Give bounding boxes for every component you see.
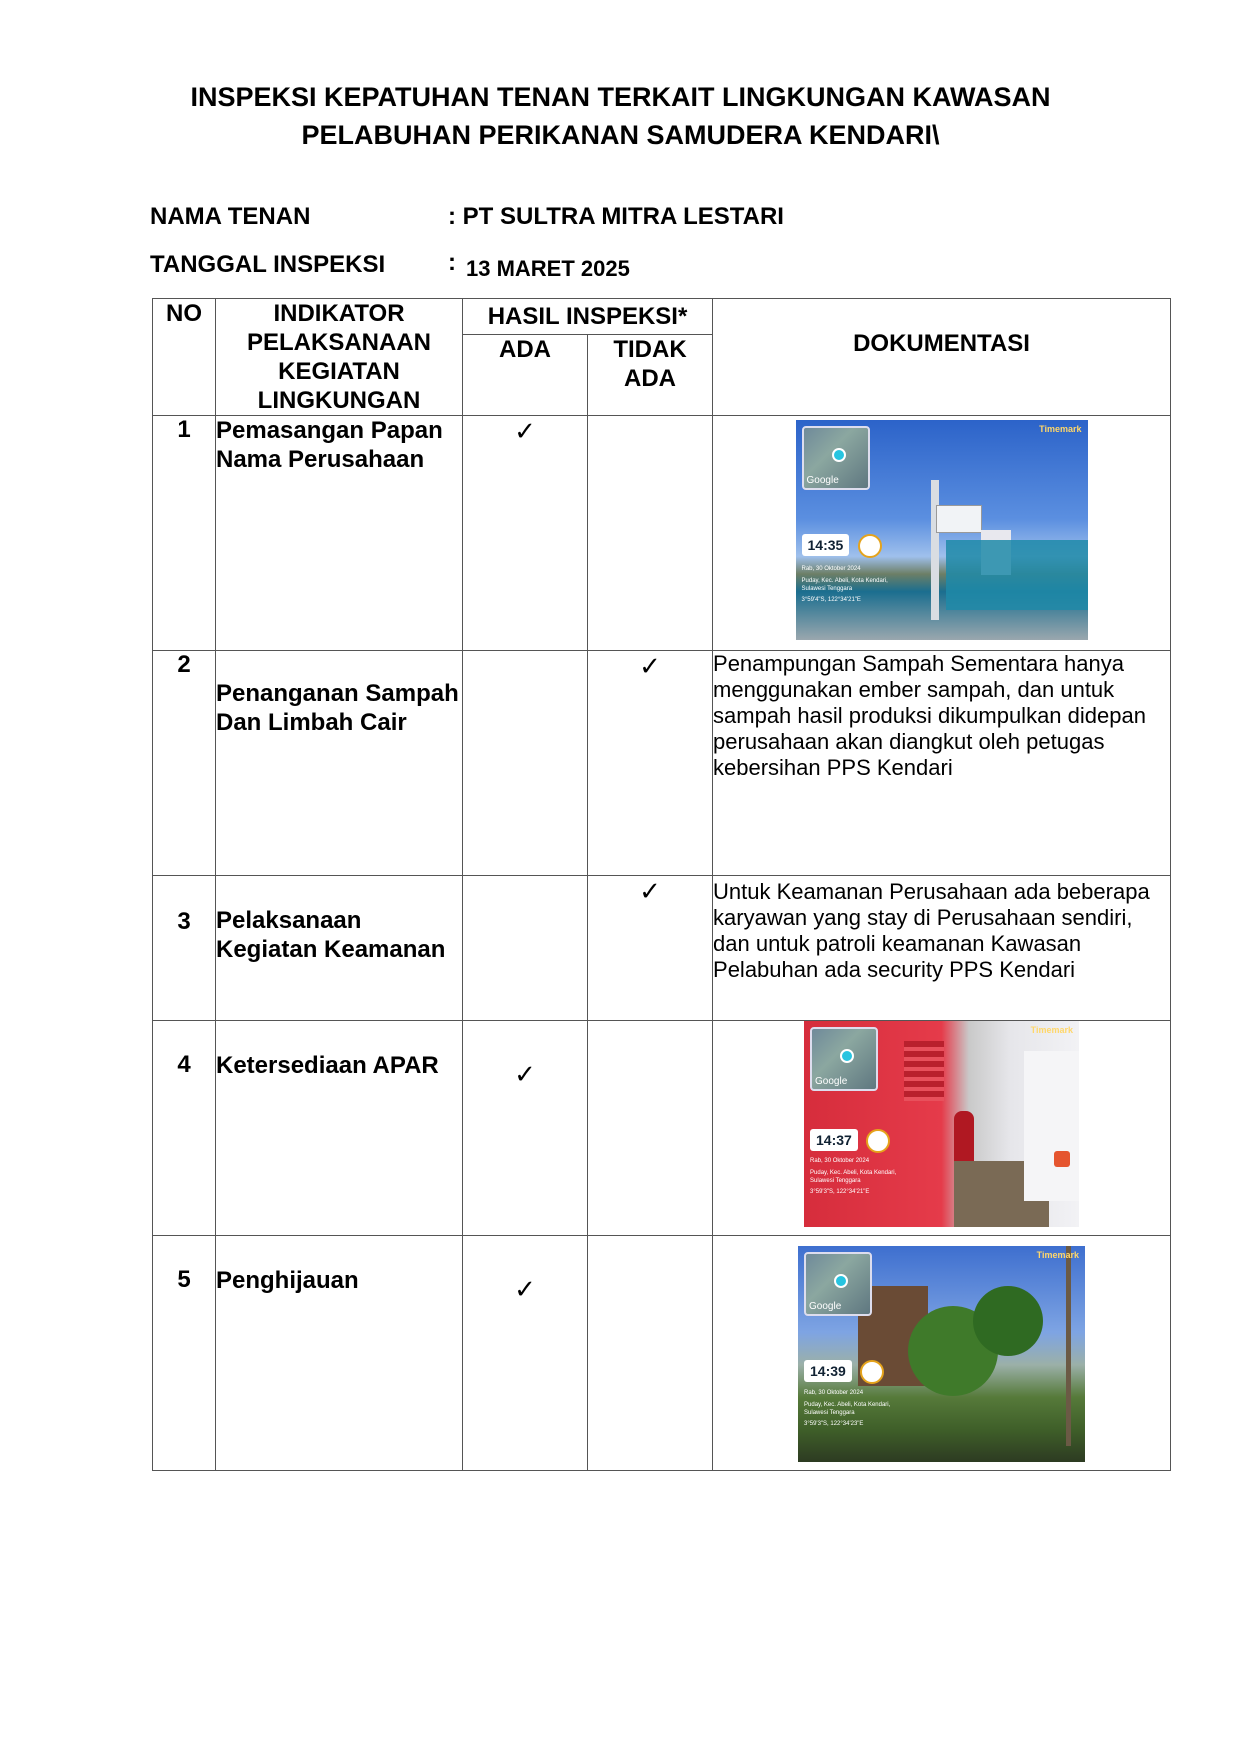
documentation-cell [713,1236,1171,1471]
photo-date: Rab, 30 Oktober 2024 [810,1158,870,1164]
photo-time: 14:35 [802,534,850,556]
emblem-icon [866,1129,890,1153]
photo-coords: 3°59'4"S, 122°34'21"E [801,597,861,603]
photo-greening [798,1246,1085,1462]
emblem-icon [858,534,882,558]
date-label: TANGGAL INSPEKSI [150,251,386,278]
date-value: 13 MARET 2025 [466,256,630,281]
header-documentation: DOKUMENTASI [713,299,1171,416]
table-row [153,651,1171,876]
row-indicator: Penanganan Sampah Dan Limbah Cair [216,651,463,876]
photo-signboard [796,420,1088,640]
tenant-label: NAMA TENAN [150,203,311,230]
row-number: 2 [153,651,216,876]
row-number: 5 [153,1236,216,1471]
table-row [153,1021,1171,1236]
timemark-watermark: Timemark [1039,424,1082,434]
documentation-text: Untuk Keamanan Perusahaan ada beberapa karyawan yang stay di Perusahaan sendiri, dan untuk patroli keamanan Kawasan Pelabuhan ada security PPS Kendari [713,876,1171,1021]
map-thumbnail: Google [802,426,870,490]
photo-address: Puday, Kec. Abeli, Kota Kendari, Sulawesi Tenggara [810,1170,897,1184]
photo-address: Puday, Kec. Abeli, Kota Kendari, Sulawesi Tenggara [804,1402,891,1416]
photo-coords: 3°59'3"S, 122°34'23"E [804,1421,864,1427]
header-tidak-ada: TIDAK ADA [588,335,713,416]
documentation-cell [713,416,1171,651]
row-number: 3 [153,876,216,1021]
check-tidak-ada: ✓ [588,651,713,876]
photo-date: Rab, 30 Oktober 2024 [804,1390,864,1396]
check-ada: ✓ [463,1236,588,1471]
check-tidak-ada: ✓ [588,876,713,1021]
documentation-text: Penampungan Sampah Sementara hanya menggunakan ember sampah, dan untuk sampah hasil produksi dikumpulkan didepan perusahaan akan diangkut oleh petugas kebersihan PPS Kendari [713,651,1171,876]
emblem-icon [860,1360,884,1384]
title-line-1: INSPEKSI KEPATUHAN TENAN TERKAIT LINGKUNGAN KAWASAN [190,82,1051,112]
photo-time: 14:39 [804,1360,852,1382]
date-colon: : [448,249,456,276]
documentation-cell [713,1021,1171,1236]
header-indicator: INDIKATOR PELAKSANAAN KEGIATAN LINGKUNGAN [216,299,463,416]
cell-tidak-ada [588,1236,713,1471]
photo-date: Rab, 30 Oktober 2024 [801,566,861,572]
row-indicator: Ketersediaan APAR [216,1021,463,1236]
row-indicator: Penghijauan [216,1236,463,1471]
photo-address: Puday, Kec. Abeli, Kota Kendari, Sulawesi Tenggara [801,578,888,592]
tenant-value: : PT SULTRA MITRA LESTARI [448,203,784,230]
inspection-table [152,298,1171,1471]
cell-tidak-ada [588,416,713,651]
header-no: NO [153,299,216,416]
title-line-2: PELABUHAN PERIKANAN SAMUDERA KENDARI\ [301,120,940,150]
document-title [100,78,1141,154]
check-ada: ✓ [463,416,588,651]
cell-ada [463,651,588,876]
photo-apar [804,1021,1079,1227]
row-number: 4 [153,1021,216,1236]
table-row [153,1236,1171,1471]
table-row [153,876,1171,1021]
map-thumbnail: Google [804,1252,872,1316]
row-number: 1 [153,416,216,651]
row-indicator: Pelaksanaan Kegiatan Keamanan [216,876,463,1021]
check-ada: ✓ [463,1021,588,1236]
timemark-watermark: Timemark [1030,1025,1074,1035]
timemark-watermark: Timemark [1036,1250,1080,1260]
map-thumbnail: Google [810,1027,878,1091]
cell-ada [463,876,588,1021]
photo-time: 14:37 [810,1129,858,1151]
header-ada: ADA [463,335,588,416]
row-indicator: Pemasangan Papan Nama Perusahaan [216,416,463,651]
table-row [153,416,1171,651]
cell-tidak-ada [588,1021,713,1236]
photo-coords: 3°59'3"S, 122°34'21"E [810,1189,870,1195]
header-result: HASIL INSPEKSI* [463,299,713,335]
